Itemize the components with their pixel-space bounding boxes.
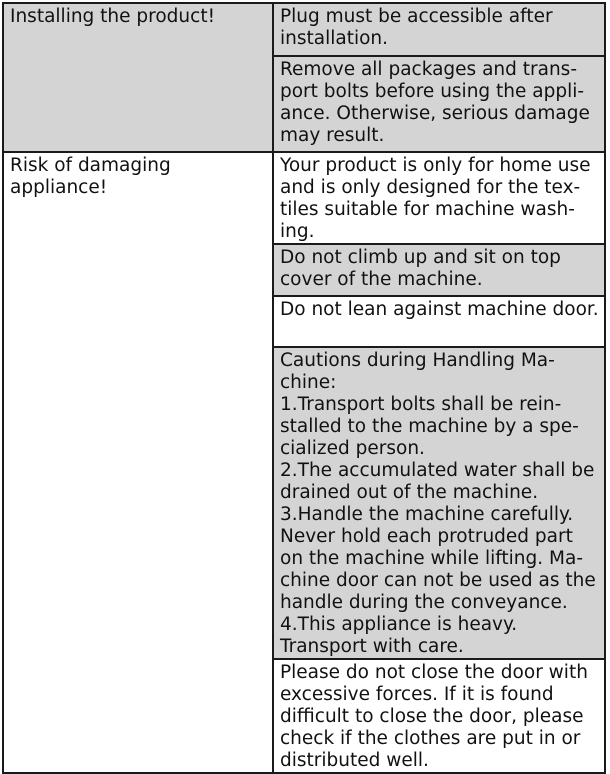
item-door-force: Please do not close the door with excessive forces. If it is found difficult to close the door, please check if the clothes are put in or distributed well. [273,659,605,773]
item-remove-packages: Remove all packages and trans- port bolts before using the appli- ance. Otherwise, serious damage may result. [273,56,605,152]
category-installing: Installing the product! [3,3,273,152]
item-handling-cautions: Cautions during Handling Ma- chine: 1.Transport bolts shall be rein- stalled to the machine by a spe- cialized person. 2.The accumulated water shall be drained out of the machine. 3.Handle the machine carefully. Never hold each protruded part on the machine while lifting. Ma- chine door can not be used as the handle during the conveyance. 4.This appliance is heavy. Transport with care. [273,347,605,659]
safety-table [2,2,606,774]
item-do-not-climb: Do not climb up and sit on top cover of the machine. [273,244,605,296]
item-do-not-lean: Do not lean against machine door. [273,296,605,347]
item-plug-accessible: Plug must be accessible after installation. [273,3,605,56]
item-home-use: Your product is only for home use and is only designed for the tex- tiles suitable for machine wash- ing. [273,152,605,244]
category-risk-damaging: Risk of damaging appliance! [3,152,273,773]
